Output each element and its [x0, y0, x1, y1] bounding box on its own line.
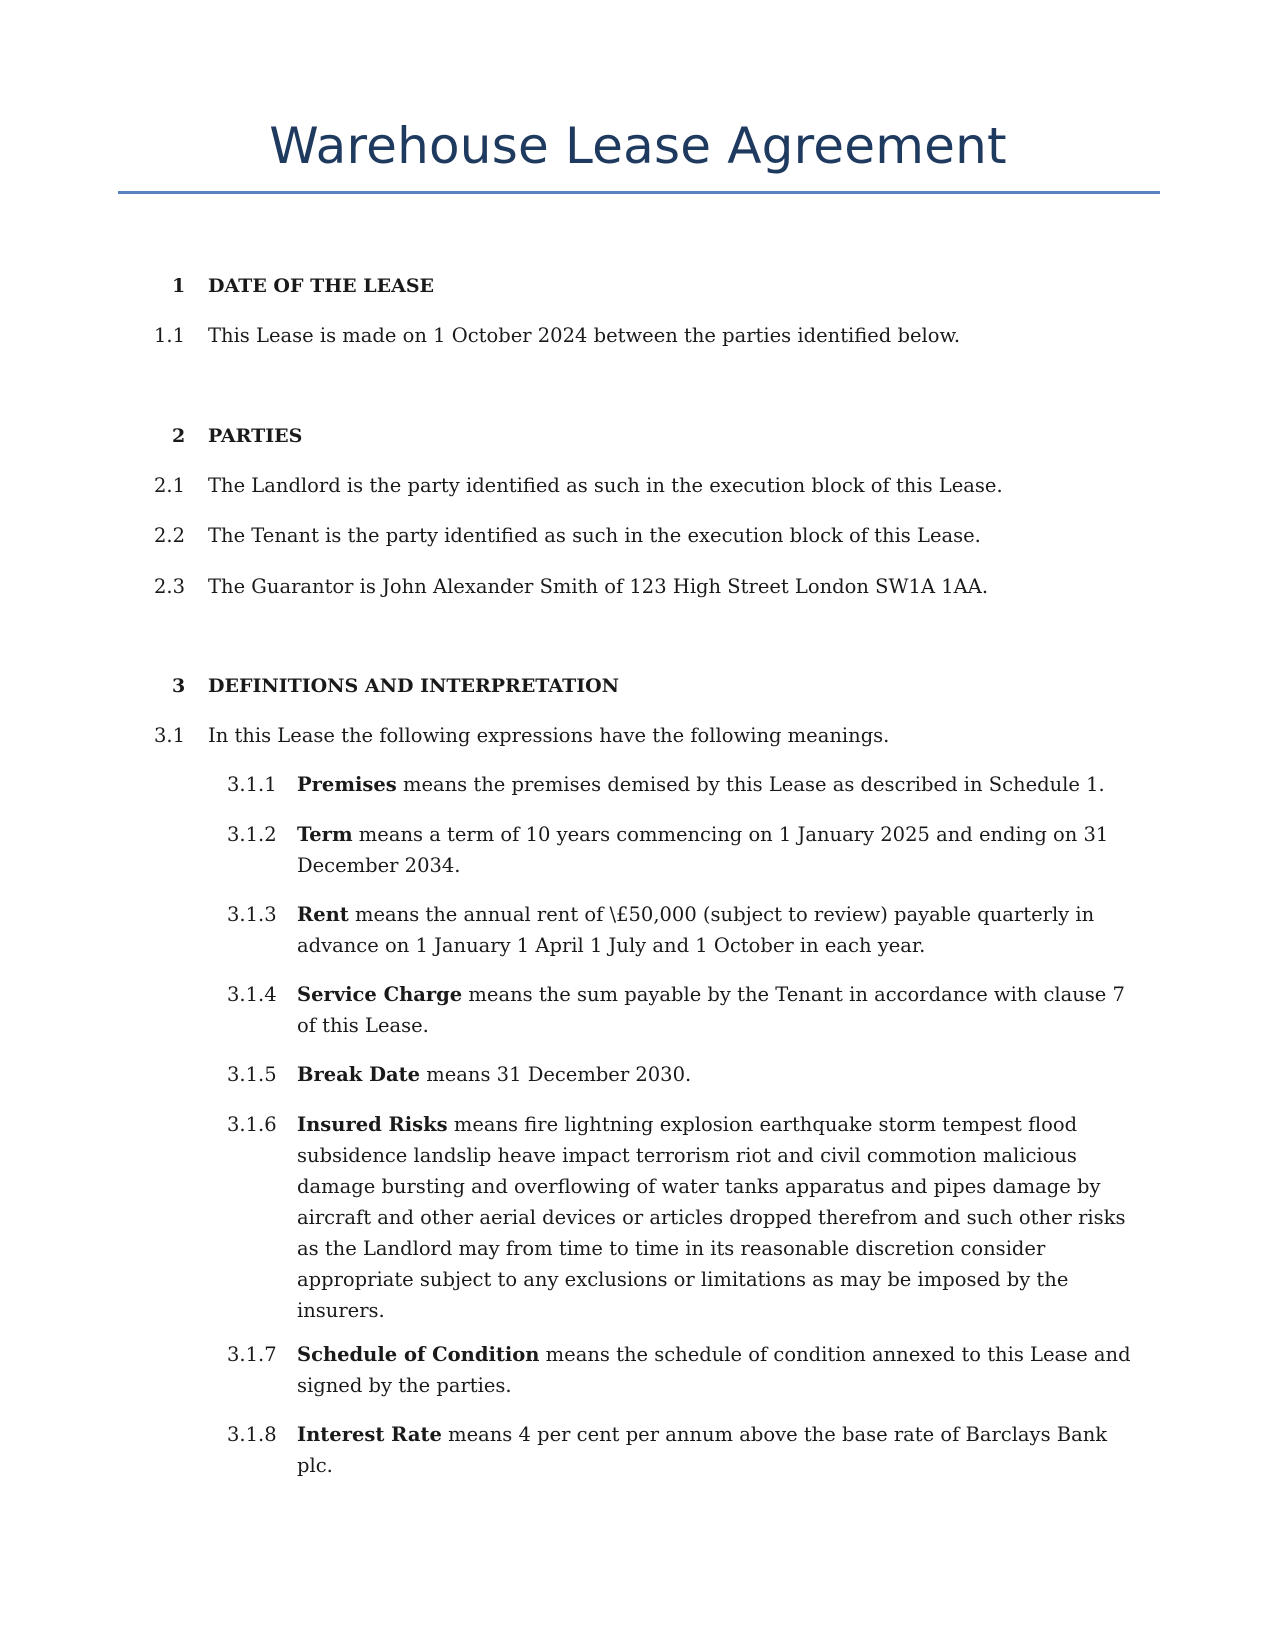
- definition-text: [297, 899, 1132, 961]
- definition-body: means the sum payable by the Tenant in accordance with clause 7 of this Lease.: [297, 983, 1125, 1037]
- definition-number: 3.1.3: [227, 903, 277, 926]
- definition-number: 3.1.2: [227, 823, 277, 846]
- definition-text: [297, 1109, 1132, 1326]
- defined-term: Service Charge: [297, 983, 463, 1006]
- definition-number: 3.1.8: [227, 1423, 277, 1446]
- definition-body: means the annual rent of \£50,000 (subject to review) payable quarterly in advance on 1 January 1 April 1 July and 1 October in each year.: [297, 903, 1095, 957]
- clause-number: 2.2: [154, 524, 186, 547]
- definition-number: 3.1.6: [227, 1113, 277, 1136]
- section-title: DATE OF THE LEASE: [208, 275, 435, 297]
- section-number: 1: [172, 275, 186, 297]
- clause-text: The Tenant is the party identified as such in the execution block of this Lease.: [208, 524, 981, 547]
- definition-body: means 31 December 2030.: [420, 1063, 692, 1086]
- clause-number: 2.1: [154, 474, 186, 497]
- definition-text: [297, 1419, 1132, 1481]
- definition-number: 3.1.5: [227, 1063, 277, 1086]
- section-number: 3: [172, 675, 186, 697]
- defined-term: Interest Rate: [297, 1423, 442, 1446]
- definition-text: [297, 1339, 1132, 1401]
- definition-number: 3.1.7: [227, 1343, 277, 1366]
- clause-number: 1.1: [154, 324, 186, 347]
- defined-term: Term: [297, 823, 353, 846]
- definition-text: [297, 819, 1132, 881]
- definition-body: means 4 per cent per annum above the base rate of Barclays Bank plc.: [297, 1423, 1108, 1477]
- clause-text: In this Lease the following expressions have the following meanings.: [208, 724, 890, 747]
- definition-number: 3.1.1: [227, 773, 277, 796]
- definition-body: means fire lightning explosion earthquake storm tempest flood subsidence landslip heave impact terrorism riot and civil commotion malicious damage bursting and overflowing of water tanks apparatus and pipes damage by aircraft and other aerial devices or articles dropped therefrom and such other risks as the Landlord may from time to time in its reasonable discretion consider appropriate subject to any exclusions or limitations as may be imposed by the insurers.: [297, 1113, 1126, 1322]
- definition-body: means a term of 10 years commencing on 1 January 2025 and ending on 31 December 2034.: [297, 823, 1109, 877]
- section-title: PARTIES: [208, 425, 303, 447]
- clause-number: 3.1: [154, 724, 186, 747]
- section-number: 2: [172, 425, 186, 447]
- defined-term: Insured Risks: [297, 1113, 448, 1136]
- clause-number: 2.3: [154, 575, 186, 598]
- defined-term: Break Date: [297, 1063, 421, 1086]
- definition-text: [297, 769, 1132, 800]
- document-title: Warehouse Lease Agreement: [269, 117, 1007, 175]
- title-underline: [118, 191, 1160, 194]
- defined-term: Premises: [297, 773, 397, 796]
- section-title: DEFINITIONS AND INTERPRETATION: [208, 675, 620, 697]
- clause-text: The Landlord is the party identified as such in the execution block of this Lease.: [208, 474, 1003, 497]
- clause-text: This Lease is made on 1 October 2024 between the parties identified below.: [208, 324, 961, 347]
- definition-body: means the premises demised by this Lease as described in Schedule 1.: [396, 773, 1105, 796]
- defined-term: Rent: [297, 903, 349, 926]
- definition-body: means the schedule of condition annexed to this Lease and signed by the parties.: [297, 1343, 1131, 1397]
- definition-text: [297, 979, 1132, 1041]
- definition-number: 3.1.4: [227, 983, 277, 1006]
- clause-text: The Guarantor is John Alexander Smith of 123 High Street London SW1A 1AA.: [208, 575, 989, 598]
- definition-text: [297, 1059, 1132, 1090]
- defined-term: Schedule of Condition: [297, 1343, 540, 1366]
